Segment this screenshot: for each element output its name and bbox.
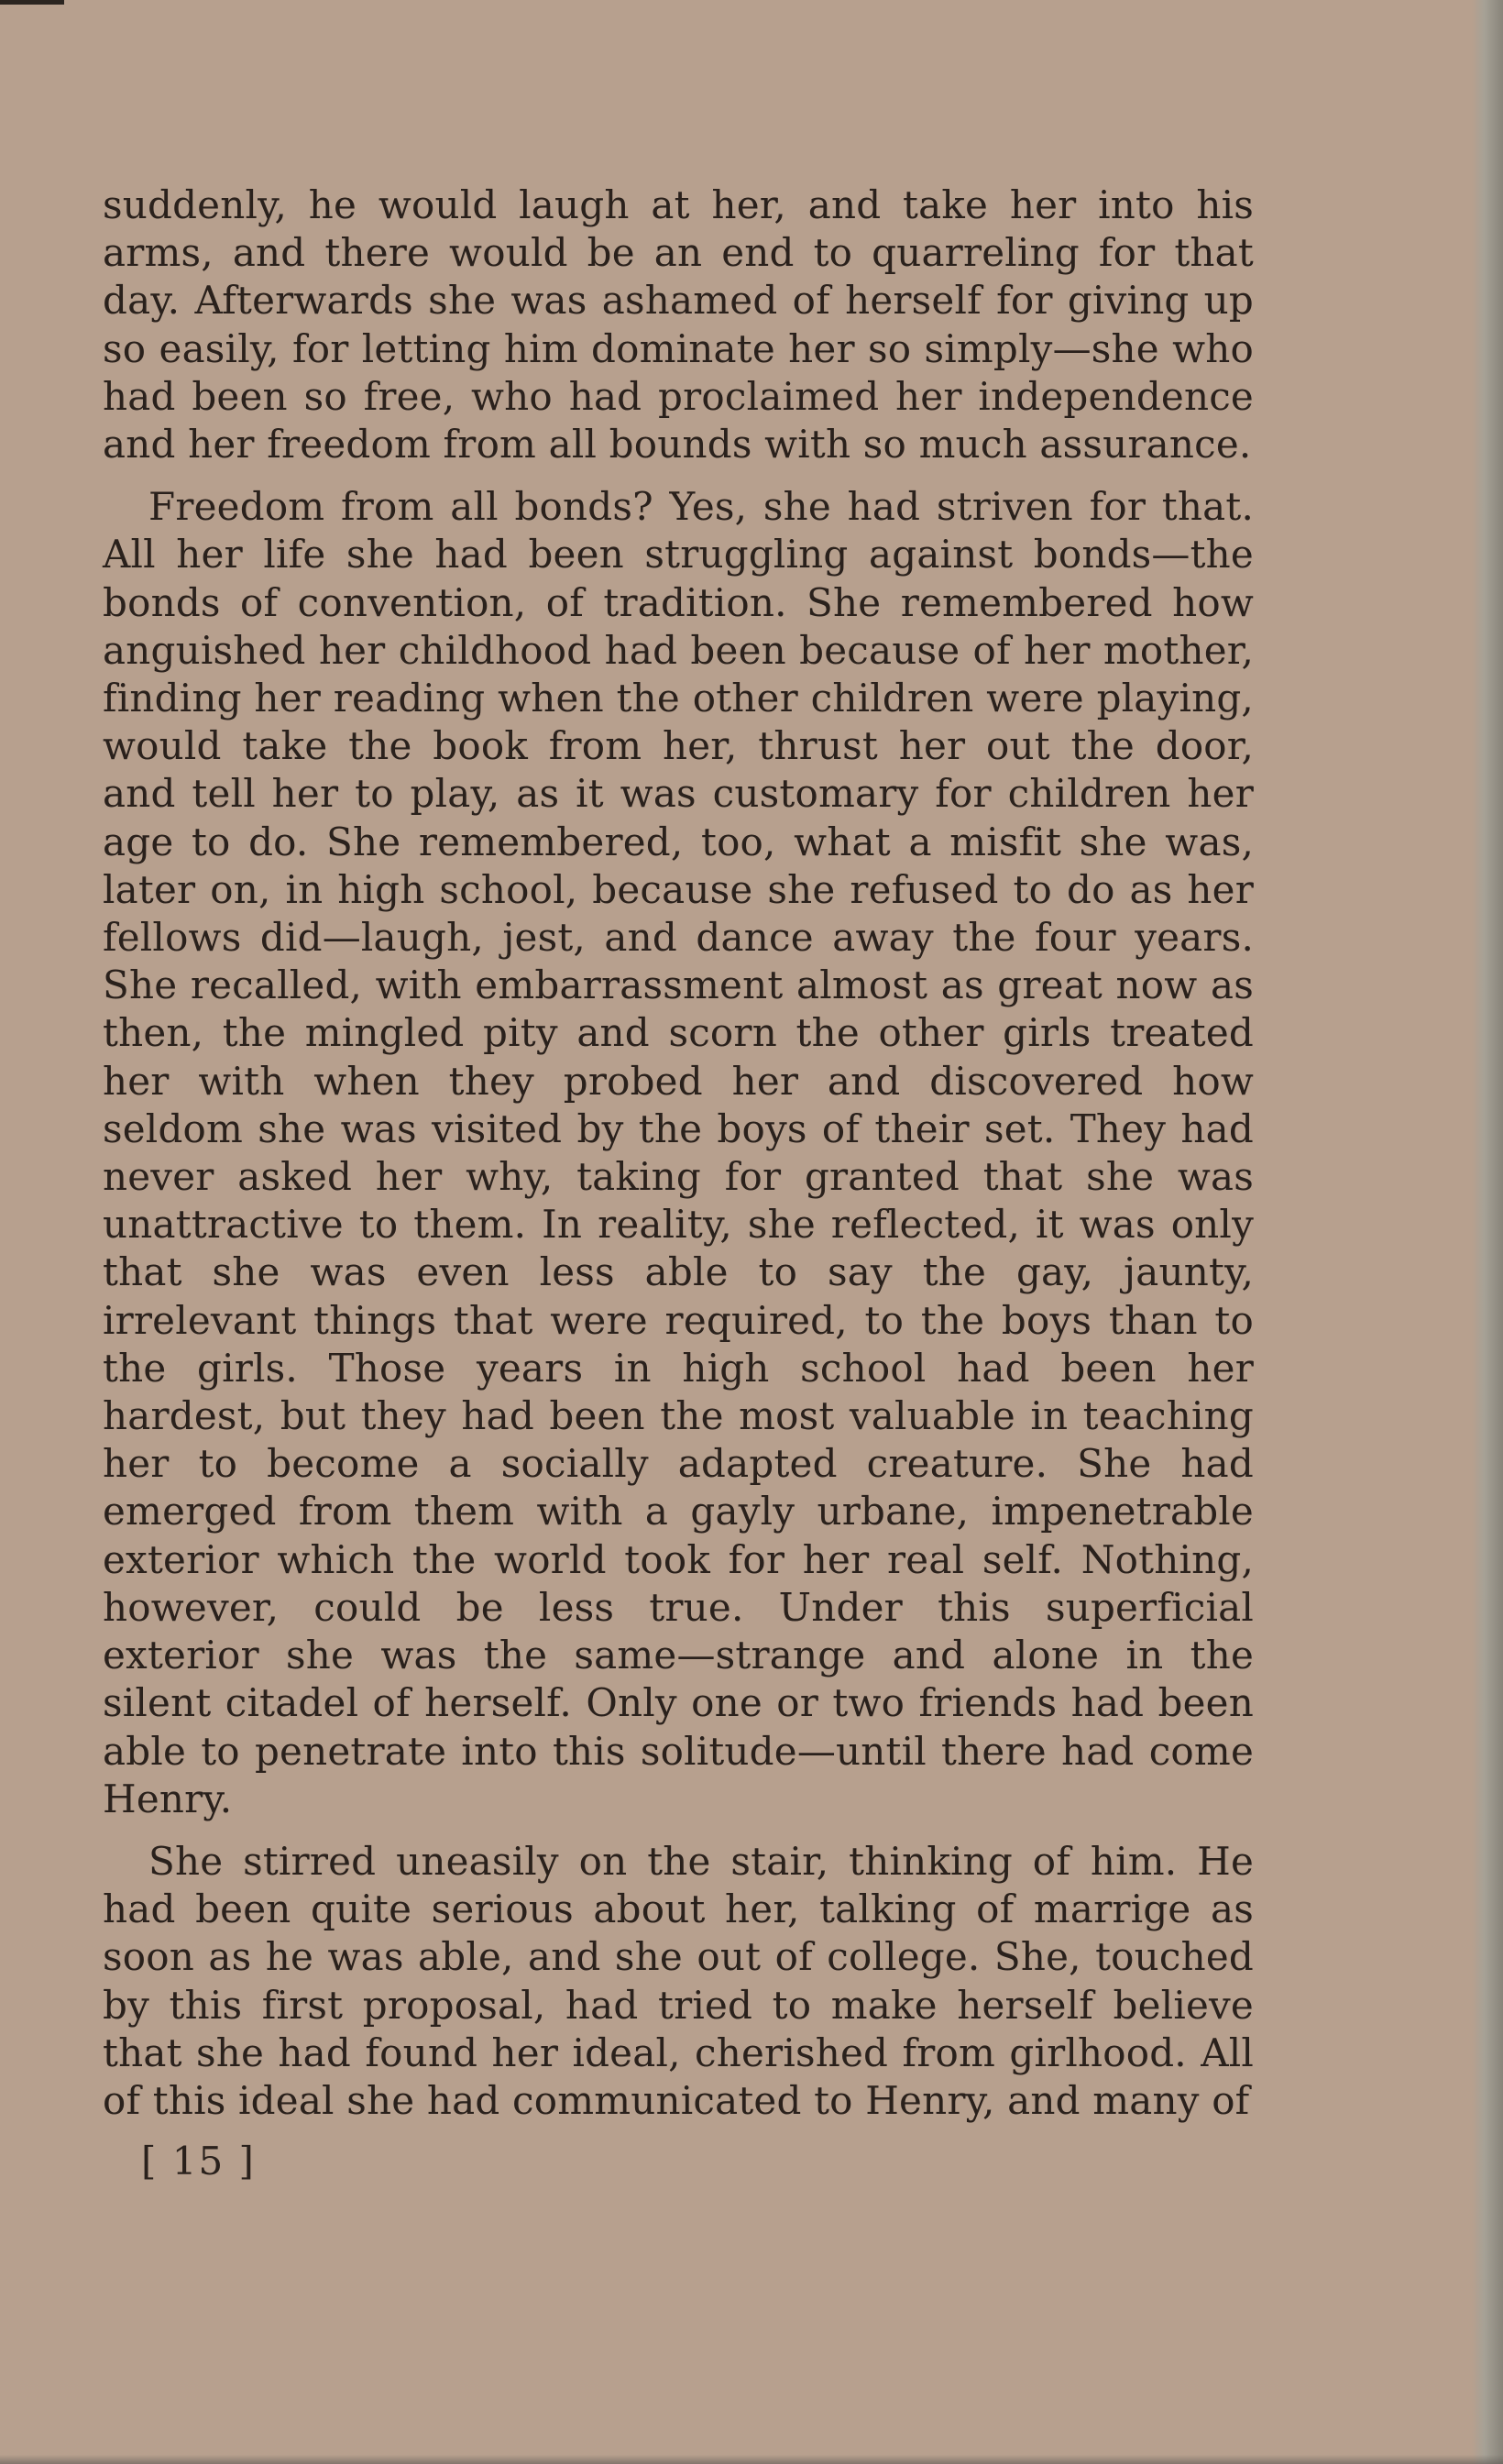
paragraph-1: suddenly, he would laugh at her, and take her into his arms, and there would be an end to quarreling for that day. Afterwards she was ashamed of herself for giving up so easily, for letting him dominate her so simply—she who had been so free, who had proclaimed her independence and her freedom from all bounds with so much assurance. (103, 182, 1254, 468)
page-fore-edge (1472, 0, 1503, 2464)
page-bottom-edge (0, 2455, 1503, 2464)
page-corner-shadow (0, 0, 64, 5)
paragraph-2: Freedom from all bonds? Yes, she had striven for that. All her life she had been struggling against bonds—the bonds of convention, of tradition. She remembered how anguished her childhood had been because of her mother, finding her reading when the other children were playing, would take the book from her, thrust her out the door, and tell her to play, as it was customary for children her age to do. She remembered, too, what a misfit she was, later on, in high school, because she refused to do as her fellows did—laugh, jest, and dance away the four years. She recalled, with embarrassment almost as great now as then, the mingled pity and scorn the other girls treated her with when they probed her and discovered how seldom she was visited by the boys of their set. They had never asked her why, taking for granted that she was unattractive to them. In reality, she reflected, it was only that she was even less able to say the gay, jaunty, irrelevant things that were required, to the boys than to the girls. Those years in high school had been her hardest, but they had been the most valuable in teaching her to become a socially adapted creature. She had emerged from them with a gayly urbane, impenetrable exterior which the world took for her real self. Nothing, however, could be less true. Under this superficial exterior she was the same—strange and alone in the silent citadel of herself. Only one or two friends had been able to penetrate into this solitude—until there had come Henry. (103, 484, 1254, 1821)
paragraph-3: She stirred uneasily on the stair, thinking of him. He had been quite serious about her, talking of marrige as soon as he was able, and she out of college. She, touched by this first proposal, had tried to make herself believe that she had found her ideal, cherished from girlhood. All of this ideal she had communicated to Henry, and many of (103, 1838, 1254, 2123)
page-number: [ 15 ] (141, 2139, 256, 2184)
body-text (103, 182, 1254, 2125)
